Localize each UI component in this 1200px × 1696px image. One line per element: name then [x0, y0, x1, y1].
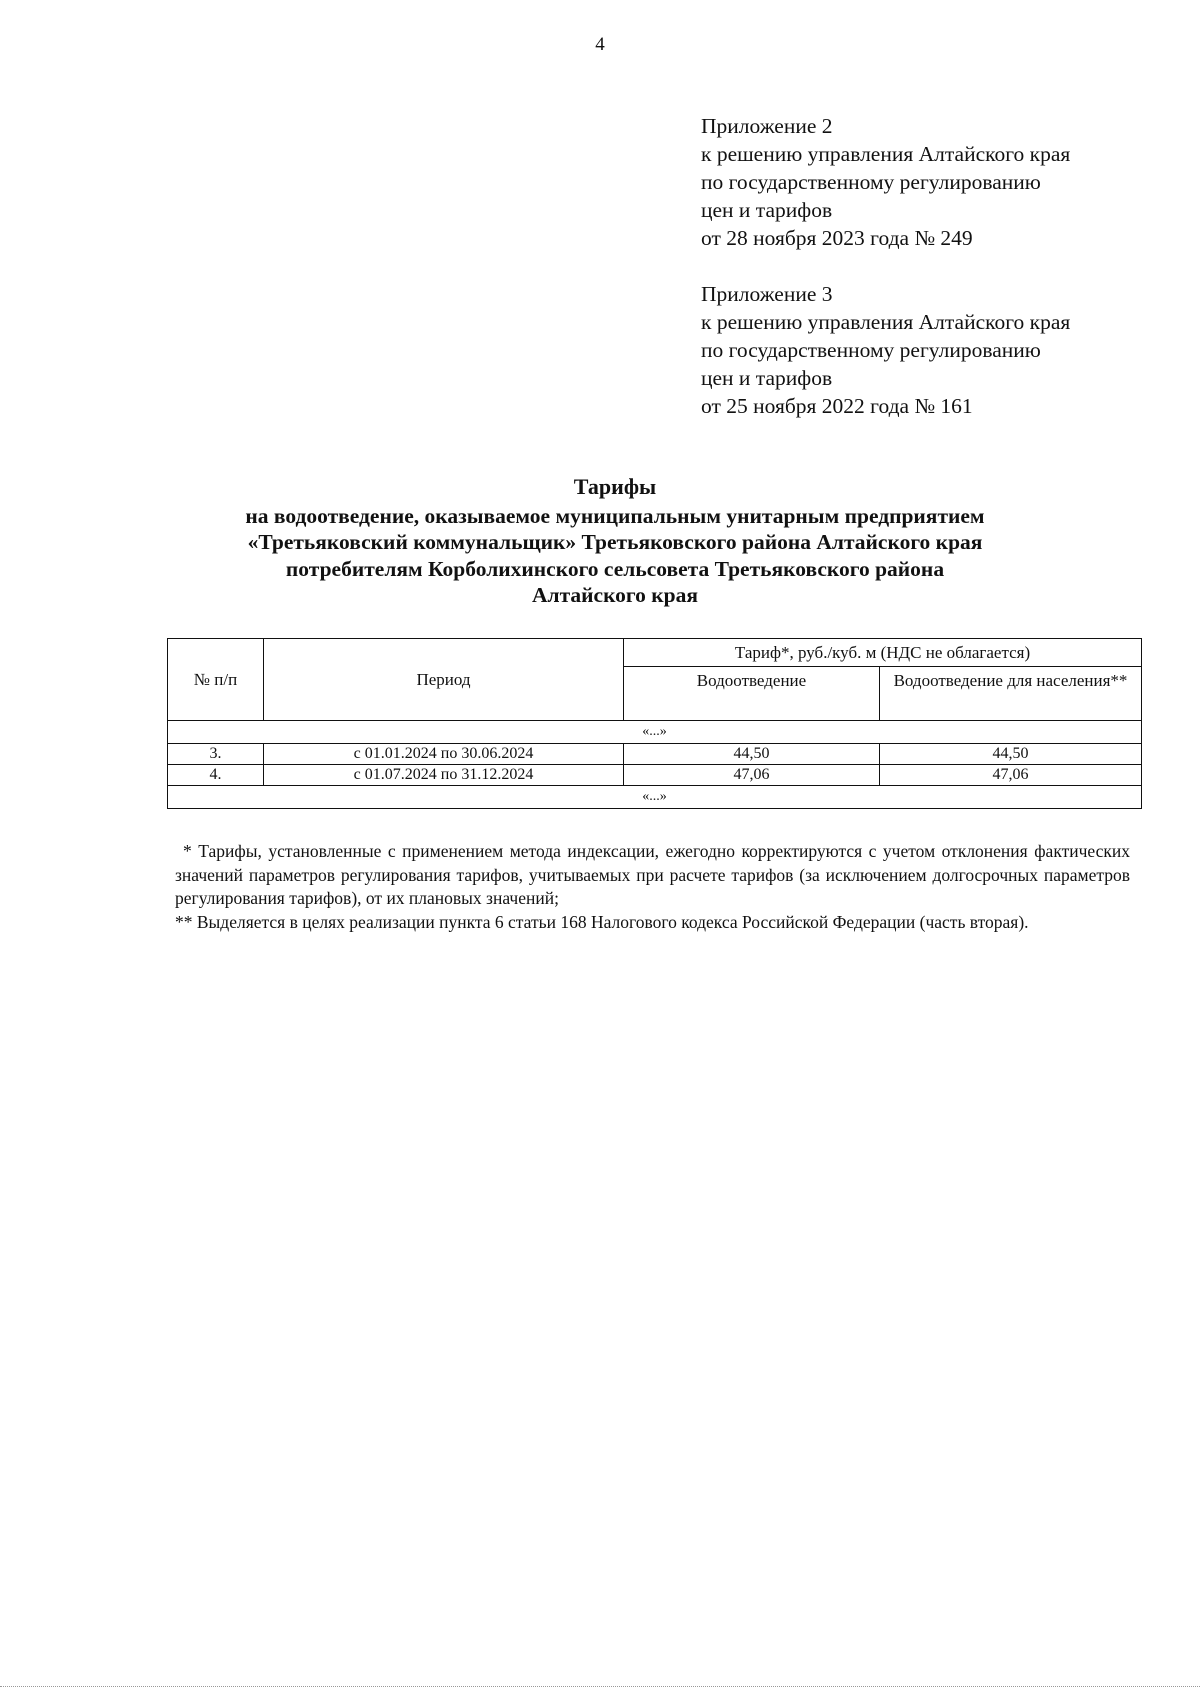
document-title	[170, 474, 1060, 609]
header-tariff-group: Тариф*, руб./куб. м (НДС не облагается)	[624, 639, 1142, 667]
row-num: 3.	[168, 744, 264, 765]
footnotes	[175, 840, 1130, 934]
appendix-3-line: по государственному регулированию	[701, 338, 1041, 362]
ellipsis-cell: «...»	[168, 786, 1142, 809]
ellipsis-cell: «...»	[168, 721, 1142, 744]
page-number: 4	[595, 34, 605, 55]
title-line: Алтайского края	[531, 583, 699, 607]
row-tariff-b: 44,50	[880, 744, 1142, 765]
appendix-3-title: Приложение 3	[701, 282, 833, 306]
table-row	[168, 744, 1142, 765]
header-col-a: Водоотведение	[624, 667, 880, 721]
appendix-3-line: к решению управления Алтайского края	[701, 310, 1071, 334]
title-line: «Третьяковский коммунальщик» Третьяковского района Алтайского края	[247, 530, 983, 554]
row-period: с 01.07.2024 по 31.12.2024	[264, 765, 624, 786]
row-tariff-a: 44,50	[624, 744, 880, 765]
table-ellipsis-row	[168, 721, 1142, 744]
title-line: потребителям Корболихинского сельсовета Третьяковского района	[285, 556, 945, 581]
table-ellipsis-row	[168, 786, 1142, 809]
appendix-2-line: цен и тарифов	[701, 198, 833, 222]
row-period: с 01.01.2024 по 30.06.2024	[264, 744, 624, 765]
header-num: № п/п	[168, 639, 264, 721]
appendix-3-date: от 25 ноября 2022 года № 161	[701, 394, 973, 418]
footnote-1: * Тарифы, установленные с применением метода индексации, ежегодно корректируются с учетом отклонения фактических значений параметров регулирования тарифов, учитываемых при расчете тарифов (за исключением долгосрочных параметров регулирования тарифов), от их плановых значений;	[175, 841, 1130, 908]
scan-edge-line	[0, 1686, 1200, 1687]
title-line: на водоотведение, оказываемое муниципальным унитарным предприятием	[245, 503, 985, 528]
appendix-3-line: цен и тарифов	[701, 366, 833, 390]
appendix-2-date: от 28 ноября 2023 года № 249	[701, 226, 973, 250]
appendix-2-line: к решению управления Алтайского края	[701, 142, 1071, 166]
title-main: Тарифы	[573, 474, 657, 499]
row-tariff-b: 47,06	[880, 765, 1142, 786]
table-row	[168, 765, 1142, 786]
footnote-2: ** Выделяется в целях реализации пункта 6 статьи 168 Налогового кодекса Российской Федерации (часть вторая).	[175, 911, 1029, 932]
header-period: Период	[264, 639, 624, 721]
tariff-table	[167, 638, 1142, 809]
row-tariff-a: 47,06	[624, 765, 880, 786]
appendix-2-block	[701, 112, 1070, 252]
table-header-row	[168, 639, 1142, 667]
header-col-b: Водоотведение для населения**	[880, 667, 1142, 721]
appendix-2-line: по государственному регулированию	[701, 170, 1041, 194]
appendix-3-block	[701, 280, 1070, 420]
appendix-2-title: Приложение 2	[701, 114, 833, 138]
row-num: 4.	[168, 765, 264, 786]
